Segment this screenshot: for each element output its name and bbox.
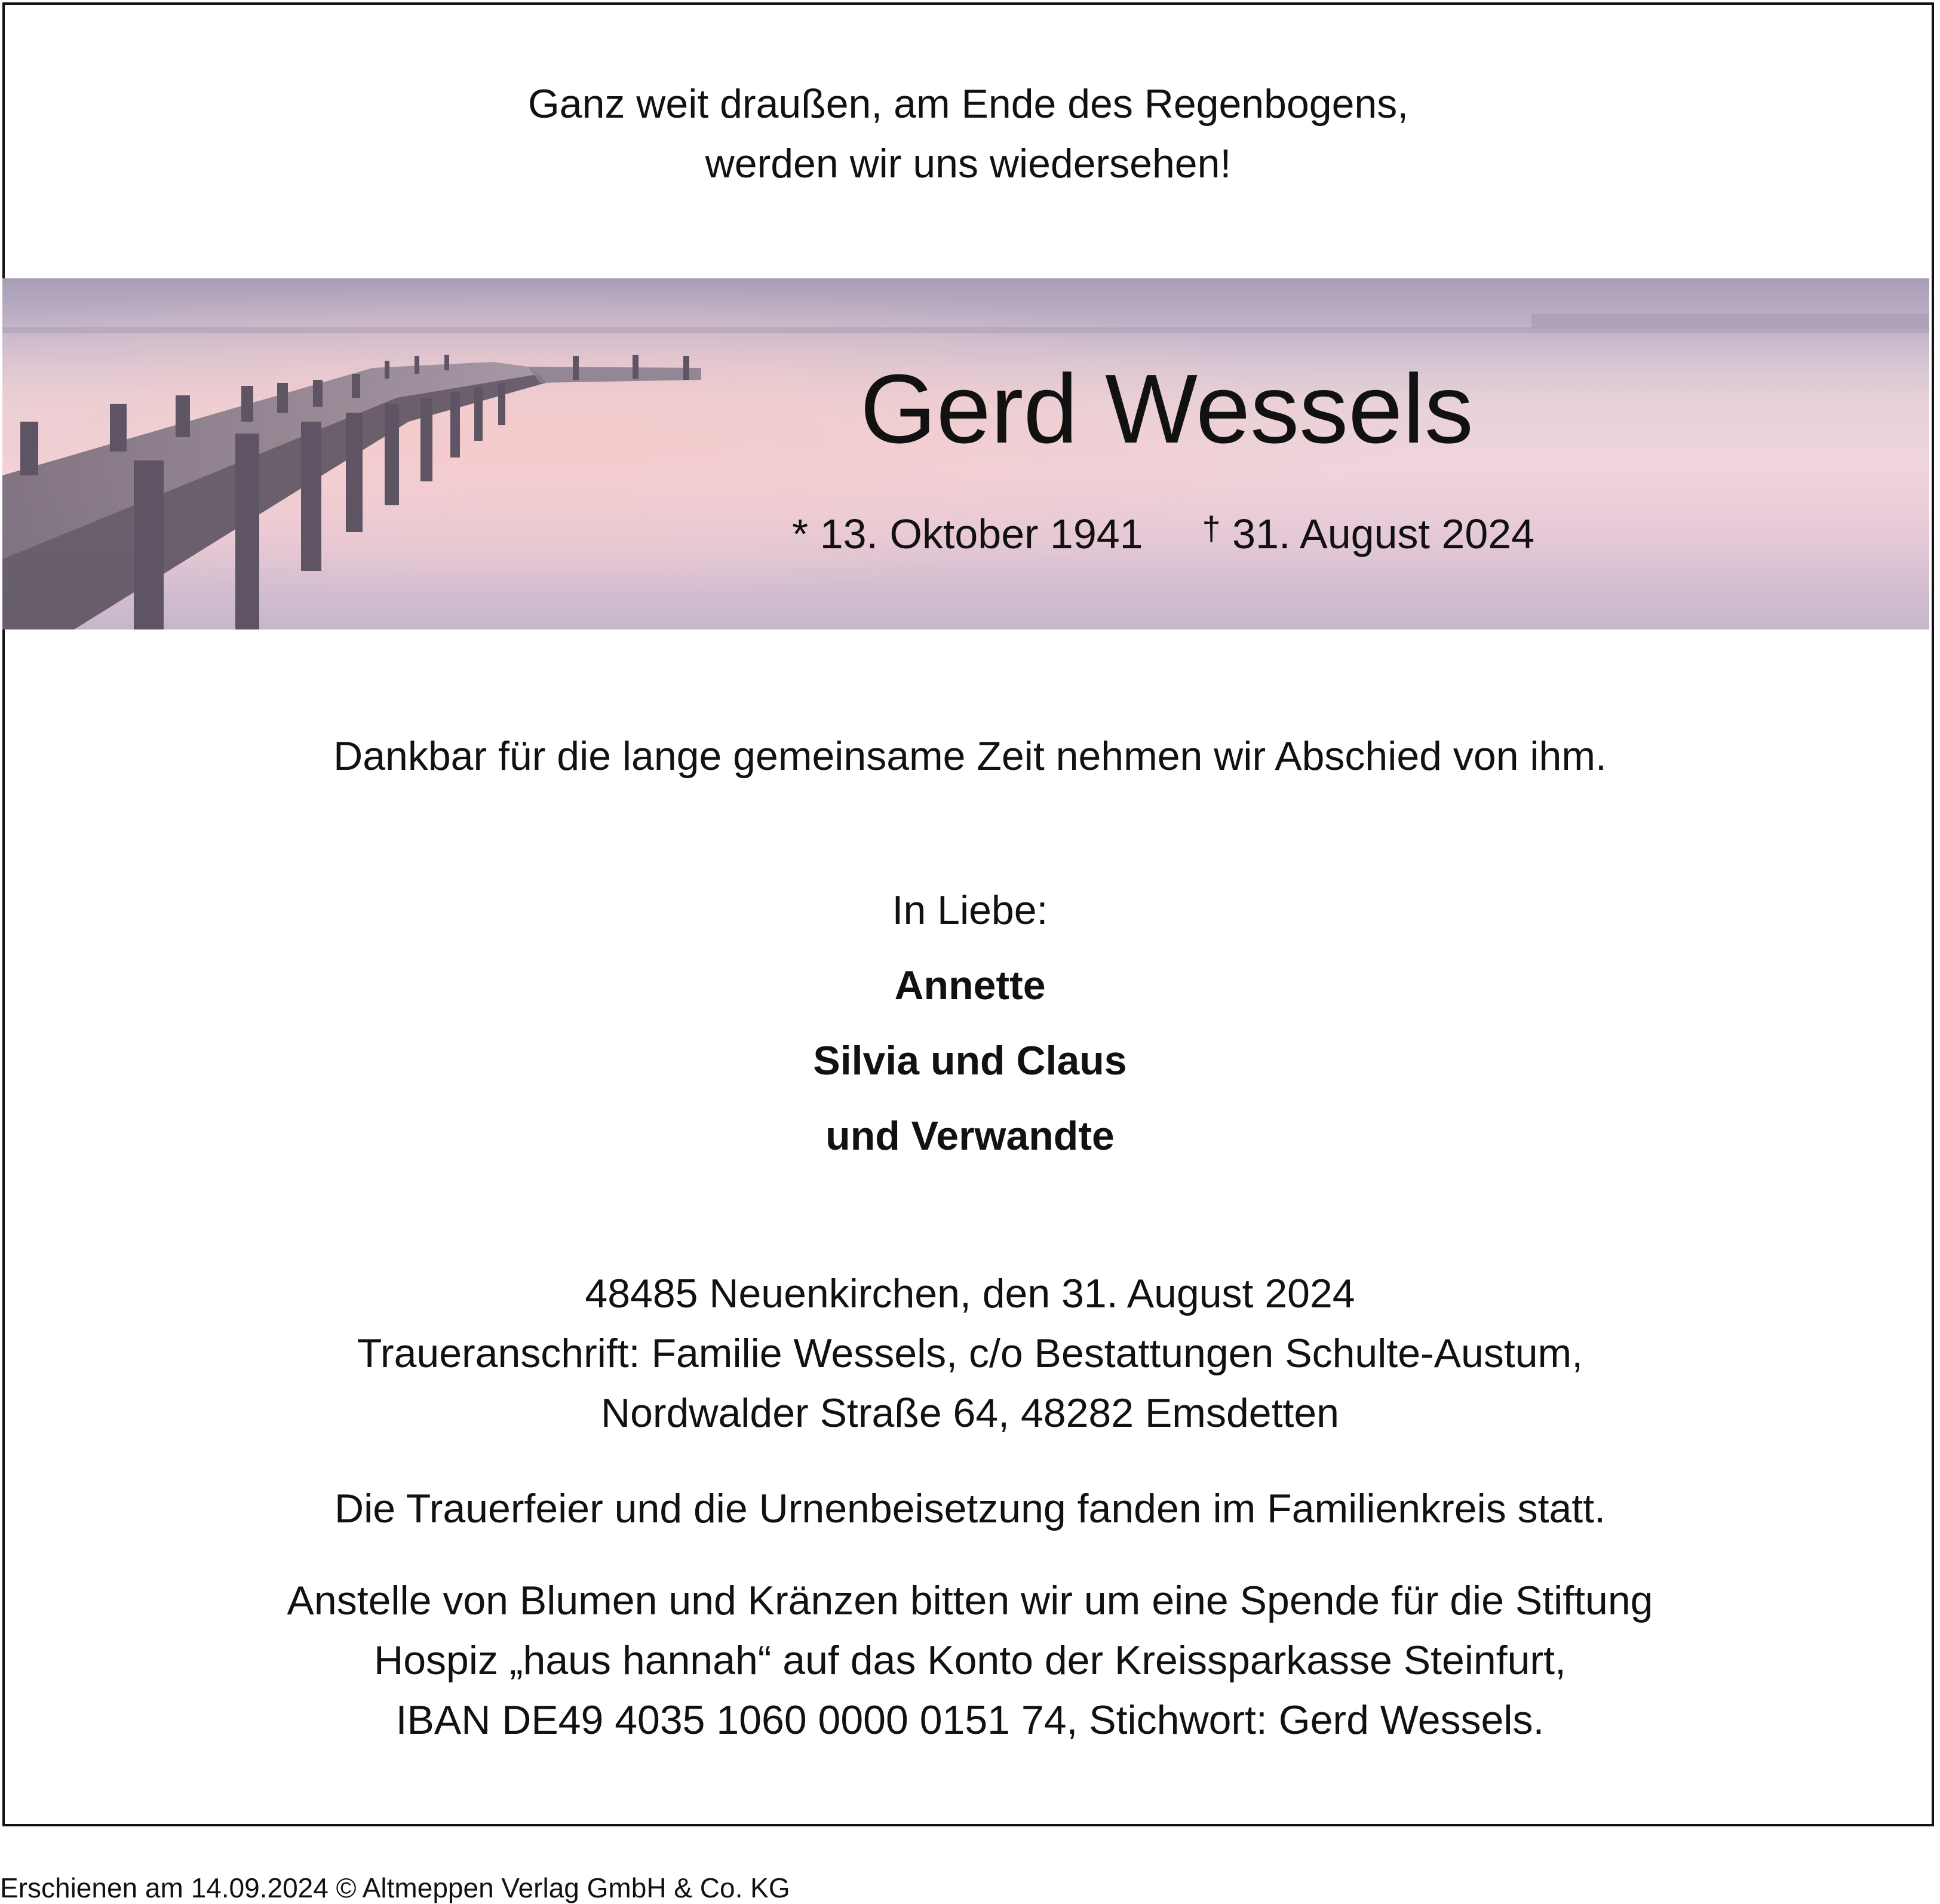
mourner-2: Silvia und Claus [813,1038,1127,1083]
mourner-3: und Verwandte [825,1113,1115,1159]
life-dates [792,499,1534,564]
publication-footer: Erschienen am 14.09.2024 © Altmeppen Verlag GmbH & Co. KG [0,1872,790,1903]
donation-line-3: IBAN DE49 4035 1060 0000 0151 74, Stichwort: Gerd Wessels. [395,1697,1545,1743]
death-date: 31. August 2024 [1232,511,1535,557]
address-line-1: Traueranschrift: Familie Wessels, c/o Bestattungen Schulte-Austum, [357,1331,1583,1376]
donation-line-1: Anstelle von Blumen und Kränzen bitten wir um eine Spende für die Stiftung [287,1578,1653,1623]
deceased-name: Gerd Wessels [860,354,1474,463]
ceremony-note: Die Trauerfeier und die Urnenbeisetzung fanden im Familienkreis statt. [334,1486,1606,1531]
thanks-line: Dankbar für die lange gemeinsame Zeit nehmen wir Abschied von ihm. [333,733,1607,779]
mourner-1: Annette [894,963,1046,1008]
in-love-label: In Liebe: [892,887,1048,933]
cross-symbol: † [1202,509,1221,547]
quote-line-2: werden wir uns wiedersehen! [705,141,1232,186]
donation-line-2: Hospiz „haus hannah“ auf das Konto der Kreissparkasse Steinfurt, [374,1638,1566,1683]
quote-line-1: Ganz weit draußen, am Ende des Regenbogens, [527,81,1409,127]
address-line-2: Nordwalder Straße 64, 48282 Emsdetten [600,1390,1340,1436]
place-date: 48485 Neuenkirchen, den 31. August 2024 [585,1271,1355,1316]
birth-date: * 13. Oktober 1941 [792,511,1143,557]
